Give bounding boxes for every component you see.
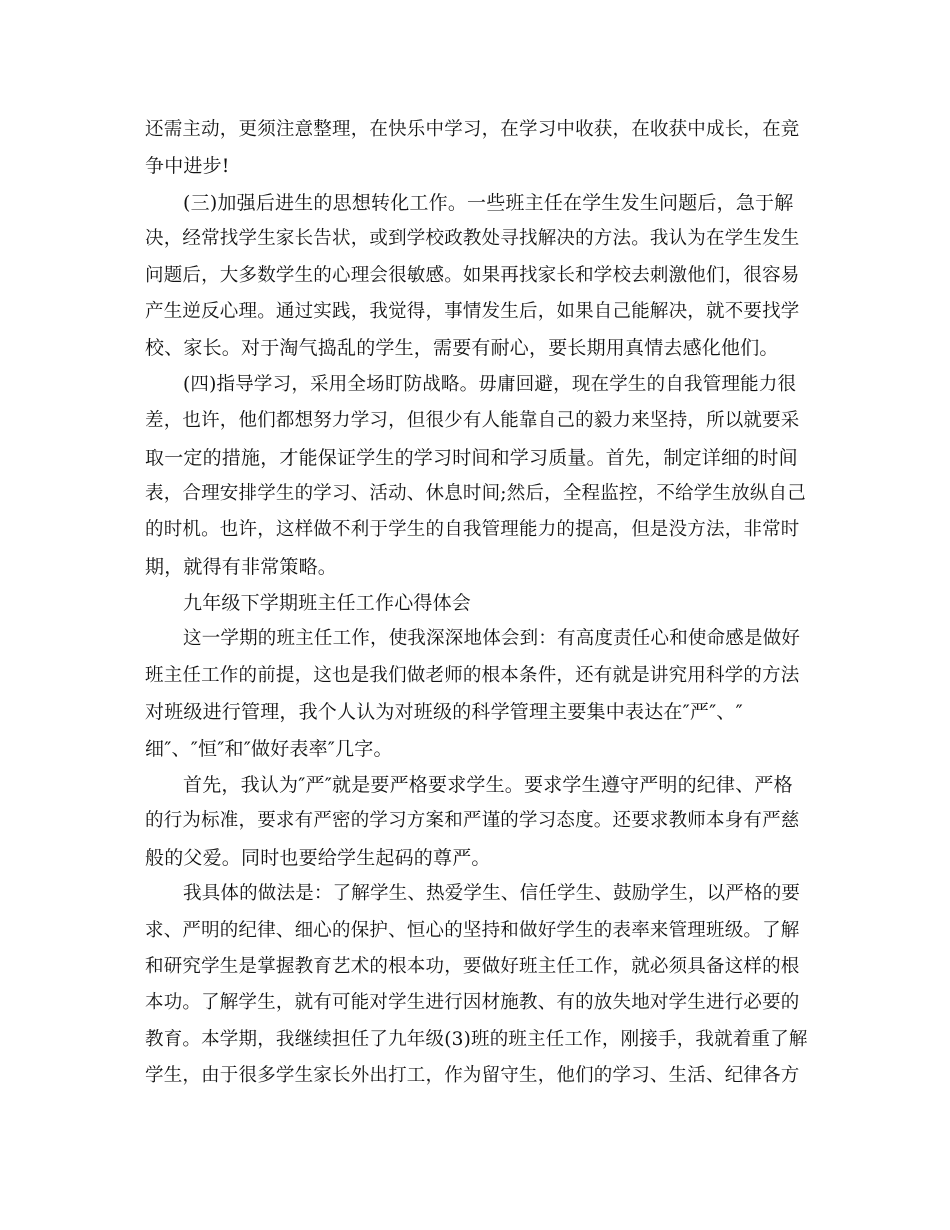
text-line: 问题后，大多数学生的心理会很敏感。如果再找家长和学校去刺激他们，很容易	[145, 264, 800, 286]
text-line: 这一学期的班主任工作，使我深深地体会到：有高度责任心和使命感是做好	[183, 628, 801, 650]
text-line: 校、家长。对于淘气捣乱的学生，需要有耐心，要长期用真情去感化他们。	[145, 337, 779, 360]
text-line: (三)加强后进生的思想转化工作。一些班主任在学生发生问题后，急于解	[183, 191, 794, 214]
document-body	[145, 112, 810, 1095]
text-line: 和研究学生是掌握教育艺术的根本功，要做好班主任工作，就必须具备这样的根	[145, 955, 800, 977]
text-line: 的行为标准，要求有严密的学习方案和严谨的学习态度。还要求教师本身有严慈	[145, 810, 800, 832]
text-line: 教育。本学期，我继续担任了九年级(3)班的班主任工作，刚接手，我就着重了解	[145, 1028, 808, 1050]
text-line: 决，经常找学生家长告状，或到学校政教处寻找解决的方法。我认为在学生发生	[145, 228, 800, 250]
text-line: 期，就得有非常策略。	[145, 555, 338, 578]
text-line: 我具体的做法是：了解学生、热爱学生、信任学生、鼓励学生，以严格的要	[183, 883, 801, 905]
text-line: 本功。了解学生，就有可能对学生进行因材施教、有的放失地对学生进行必要的	[145, 992, 800, 1014]
text-line: 学生，由于很多学生家长外出打工，作为留守生，他们的学习、生活、纪律各方	[145, 1065, 800, 1087]
text-line: 的时机。也许，这样做不利于学生的自我管理能力的提高，但是没方法，非常时	[145, 519, 800, 541]
text-line: 取一定的措施，才能保证学生的学习时间和学习质量。首先，制定详细的时间	[145, 446, 798, 469]
text-line: 首先，我认为″严″就是要严格要求学生。要求学生遵守严明的纪律、严格	[183, 774, 793, 797]
text-line: 班主任工作的前提，这也是我们做老师的根本条件，还有就是讲究用科学的方法	[145, 664, 800, 686]
text-line: (四)指导学习，采用全场盯防战略。毋庸回避，现在学生的自我管理能力很	[183, 373, 797, 395]
text-line: 对班级进行管理，我个人认为对班级的科学管理主要集中表达在″严″、″	[145, 701, 743, 724]
text-line: 表，合理安排学生的学习、活动、休息时间;然后，全程监控，不给学生放纵自己	[145, 482, 806, 504]
text-line: 差，也许，他们都想努力学习，但很少有人能靠自己的毅力来坚持，所以就要采	[145, 410, 800, 432]
text-line: 细″、″恒″和″做好表率″几字。	[145, 737, 393, 760]
text-line: 九年级下学期班主任工作心得体会	[183, 592, 472, 615]
text-line: 般的父爱。同时也要给学生起码的尊严。	[145, 846, 491, 869]
text-line: 争中进步!	[145, 155, 230, 178]
text-line: 产生逆反心理。通过实践，我觉得，事情发生后，如果自己能解决，就不要找学	[145, 300, 800, 322]
text-line: 求、严明的纪律、细心的保护、恒心的坚持和做好学生的表率来管理班级。了解	[145, 919, 800, 941]
text-line: 还需主动，更须注意整理，在快乐中学习，在学习中收获，在收获中成长，在竞	[145, 119, 800, 140]
